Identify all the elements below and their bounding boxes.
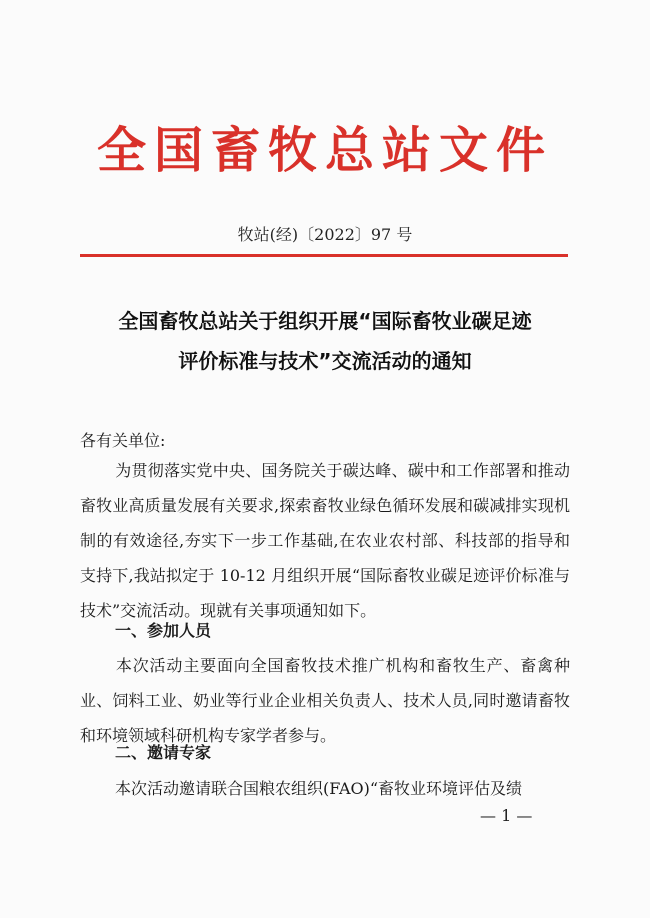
notice-title-line-1: 全国畜牧总站关于组织开展“国际畜牧业碳足迹 — [118, 309, 532, 333]
salutation: 各有关单位: — [80, 431, 166, 450]
section-heading-experts: 二、邀请专家 — [115, 743, 212, 762]
red-divider — [80, 254, 568, 257]
paragraph-participants-text: 本次活动主要面向全国畜牧技术推广机构和畜牧生产、畜禽种业、饲料工业、奶业等行业企业相关负责人、技术人员,同时邀请畜牧和环境领域科研机构专家学者参与。 — [80, 656, 570, 745]
paragraph-experts — [80, 771, 570, 806]
page-number: — 1 — — [480, 806, 533, 825]
paragraph-intro-text: 为贯彻落实党中央、国务院关于碳达峰、碳中和工作部署和推动畜牧业高质量发展有关要求,探索畜牧业绿色循环发展和碳减排实现机制的有效途径,夯实下一步工作基础,在农业农村部、科技部的指导和支持下,我站拟定于 10-12 月组织开展“国际畜牧业碳足迹评价标准与技术”交流活动。现就有关事项通知如下。 — [80, 461, 570, 620]
paragraph-intro — [80, 453, 570, 628]
notice-title-line-2: 评价标准与技术”交流活动的通知 — [178, 349, 472, 373]
section-heading-participants: 一、参加人员 — [115, 621, 212, 640]
paragraph-experts-text: 本次活动邀请联合国粮农组织(FAO)“畜牧业环境评估及绩 — [115, 779, 523, 798]
paragraph-participants — [80, 648, 570, 753]
document-number: 牧站(经)〔2022〕97 号 — [237, 225, 413, 244]
masthead-title: 全国畜牧总站文件 — [96, 122, 553, 179]
